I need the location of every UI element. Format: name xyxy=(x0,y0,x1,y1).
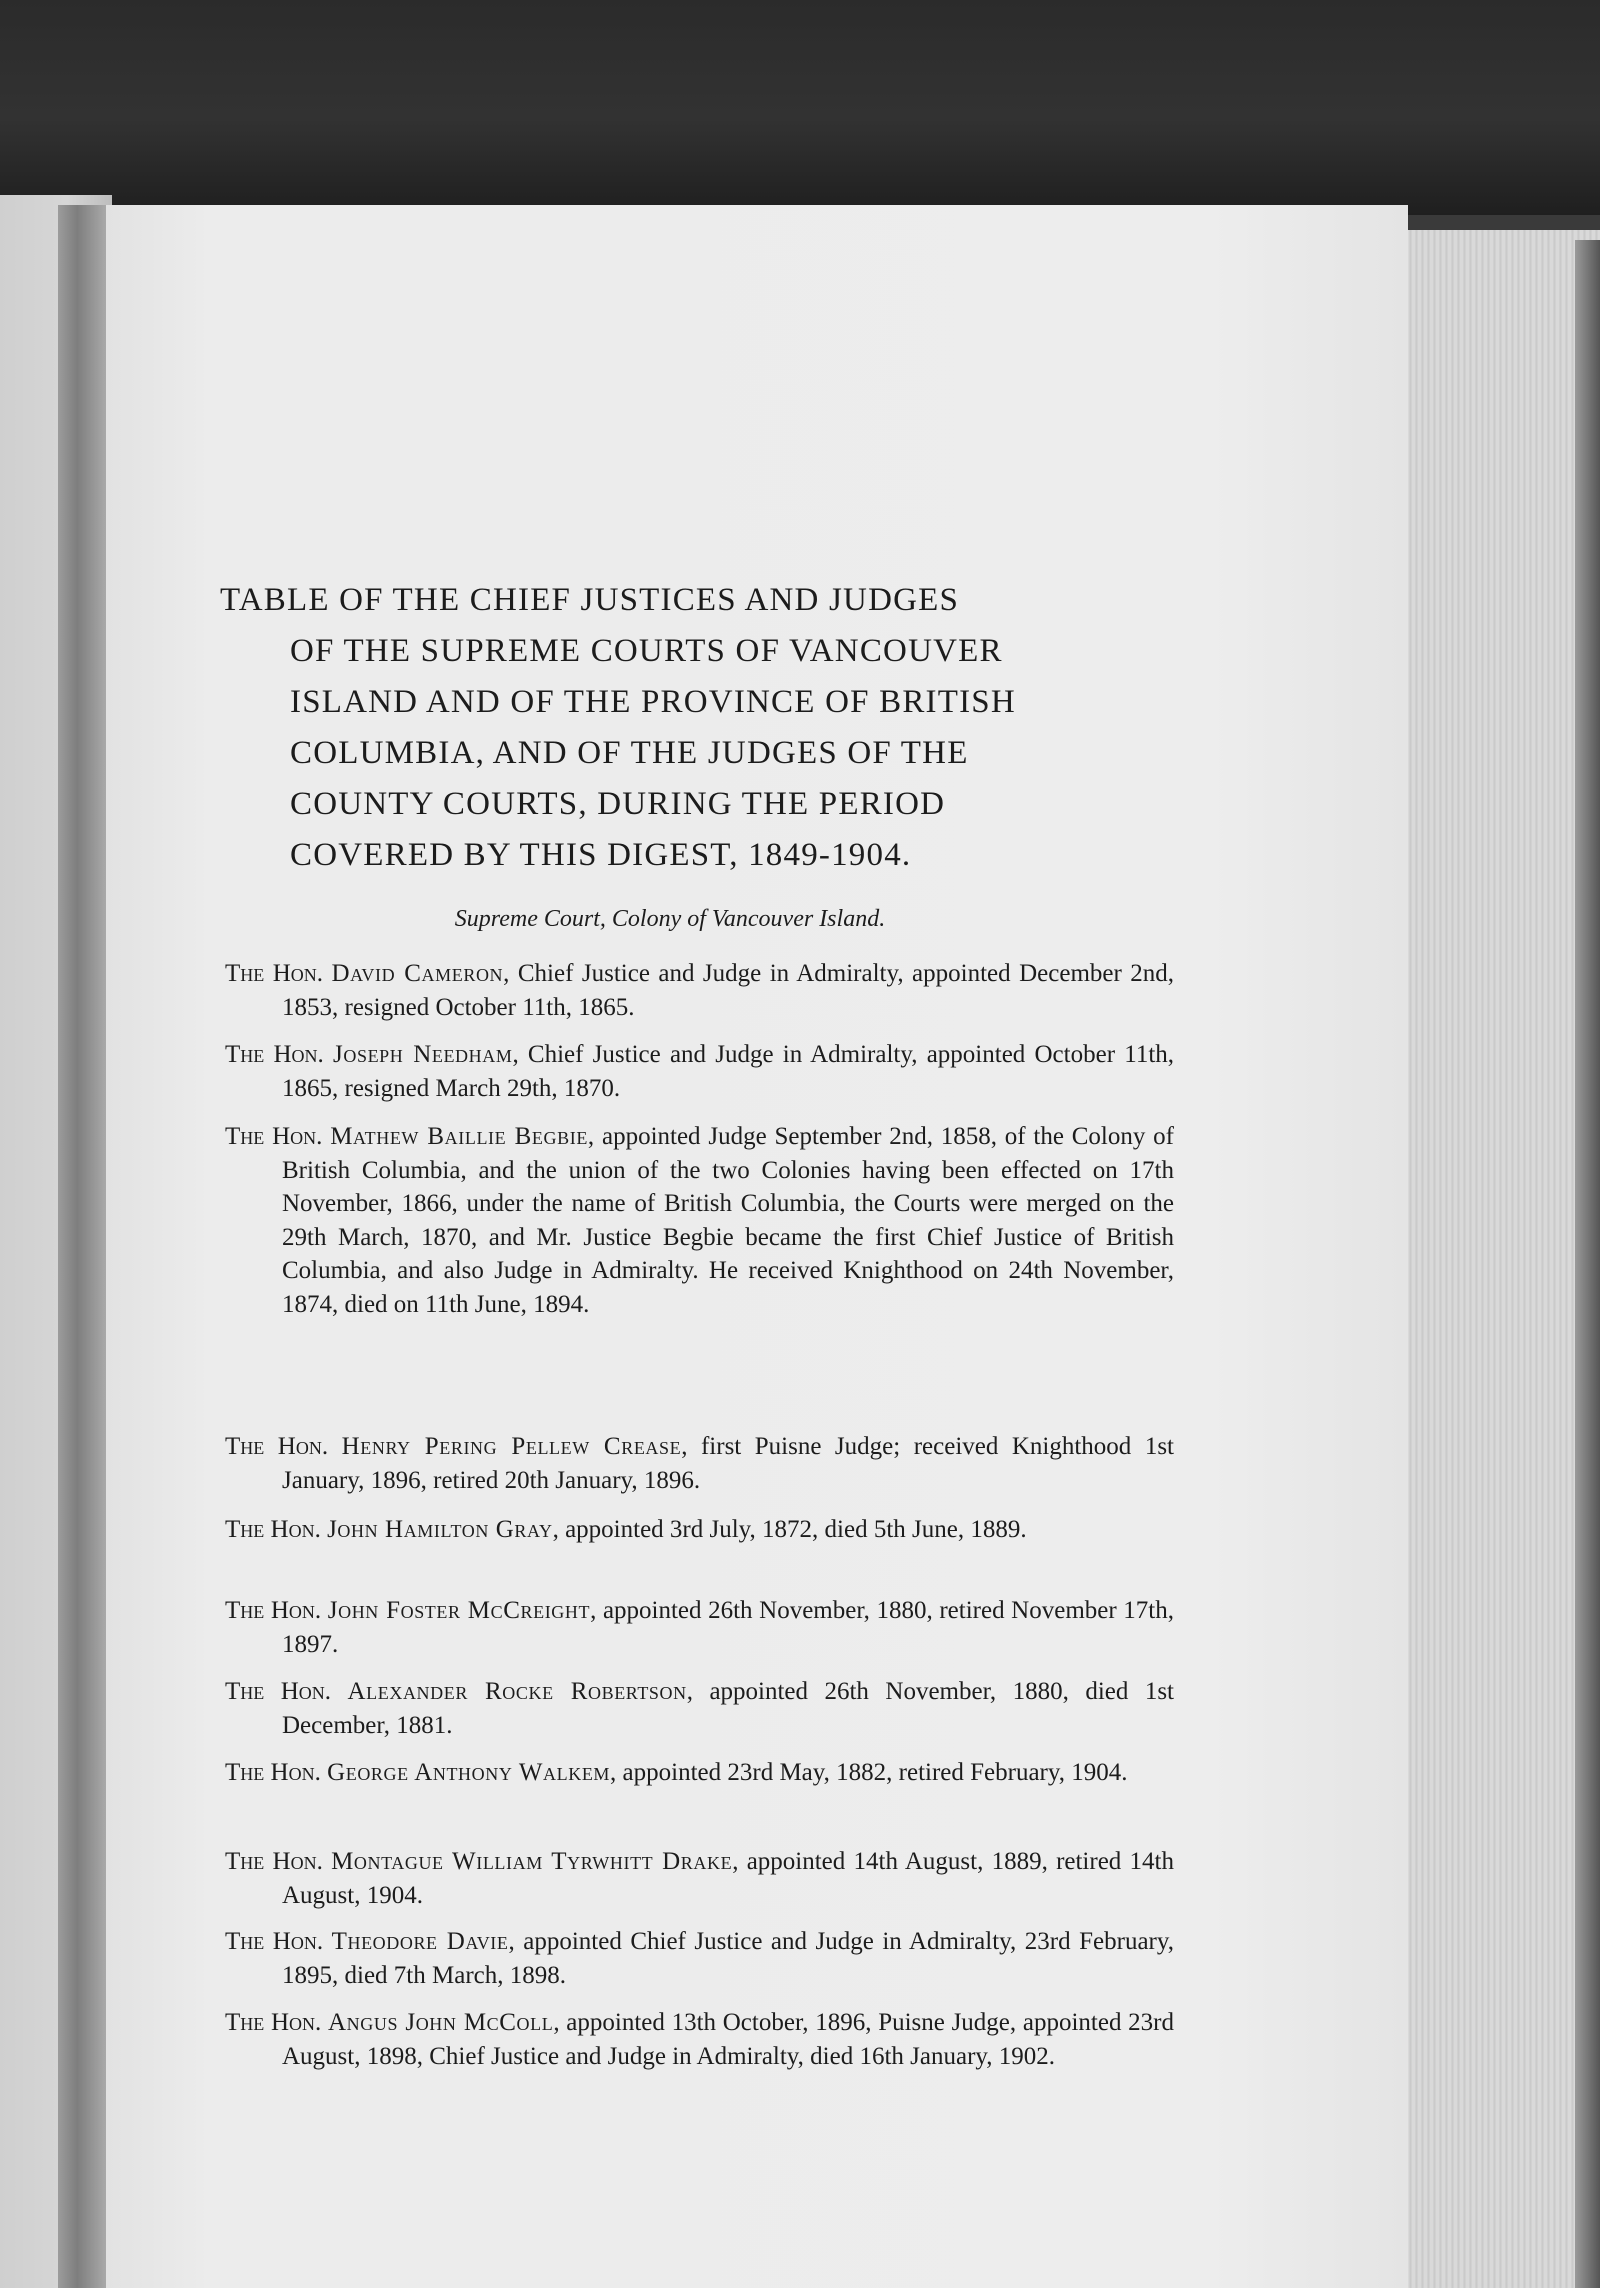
judge-name: Angus John McColl xyxy=(328,2009,554,2036)
judge-name: David Cameron xyxy=(331,960,504,987)
entry-text: , Chief Justice and Judge in Admiralty, appointed December 2nd, 1853, resigned October 11th, 1865. xyxy=(282,960,1175,1021)
entry-honorific: The Hon. xyxy=(225,1041,324,1068)
judge-entry xyxy=(225,1038,1174,1105)
judge-entry xyxy=(225,1430,1174,1497)
entry-honorific: The Hon. xyxy=(225,1597,322,1624)
page-title xyxy=(220,575,1120,881)
entry-text: , Chief Justice and Judge in Admiralty, appointed October 11th, 1865, resigned March 29th, 1870. xyxy=(282,1041,1175,1102)
entry-honorific: The Hon. xyxy=(225,1123,323,1150)
entry-honorific: The Hon. xyxy=(225,1516,321,1543)
entry-honorific: The Hon. xyxy=(225,1678,332,1705)
entry-honorific: The Hon. xyxy=(225,2009,322,2036)
judge-name: Montague William Tyrwhitt Drake xyxy=(331,1848,733,1875)
judge-entry xyxy=(225,1120,1174,1321)
entry-text: , appointed 26th November, 1880, died 1st December, 1881. xyxy=(282,1678,1174,1739)
judge-name: George Anthony Walkem xyxy=(327,1759,611,1786)
entry-text: , appointed 26th November, 1880, retired November 17th, 1897. xyxy=(282,1597,1174,1658)
judge-entry xyxy=(225,1594,1174,1661)
title-line: ISLAND AND OF THE PROVINCE OF BRITISH xyxy=(290,684,1016,720)
entry-text: , appointed 3rd July, 1872, died 5th June, 1889. xyxy=(552,1516,1027,1543)
entry-text: , appointed 14th August, 1889, retired 14th August, 1904. xyxy=(282,1848,1174,1909)
judge-entry xyxy=(225,1925,1174,1992)
entry-text: , first Puisne Judge; received Knighthood 1st January, 1896, retired 20th January, 1896. xyxy=(282,1433,1174,1494)
title-line: COLUMBIA, AND OF THE JUDGES OF THE xyxy=(290,735,969,771)
entry-honorific: The Hon. xyxy=(225,1759,321,1786)
judge-name: John Hamilton Gray xyxy=(327,1516,553,1543)
entry-text: , appointed Chief Justice and Judge in Admiralty, 23rd February, 1895, died 7th March, 1898. xyxy=(282,1928,1174,1989)
entry-honorific: The Hon. xyxy=(225,1433,329,1460)
entry-text: , appointed Judge September 2nd, 1858, of the Colony of British Columbia, and the union of the two Colonies having been effected on 17th November, 1866, under the name of British Columbia, the Courts were merged on the 29th March, 1870, and Mr. Justice Begbie became the first Chief Justice of British Columbia, and also Judge in Admiralty. He received Knighthood on 24th November, 1874, died on 11th June, 1894. xyxy=(282,1123,1175,1318)
judge-entry xyxy=(225,2006,1174,2073)
judge-name: John Foster McCreight xyxy=(327,1597,591,1624)
entry-text: , appointed 13th October, 1896, Puisne Judge, appointed 23rd August, 1898, Chief Justice and Judge in Admiralty, died 16th January, 1902. xyxy=(282,2009,1174,2070)
judge-name: Mathew Baillie Begbie xyxy=(330,1123,588,1150)
entry-text: , appointed 23rd May, 1882, retired February, 1904. xyxy=(610,1759,1128,1786)
judge-entry xyxy=(225,1756,1174,1790)
title-line: TABLE OF THE CHIEF JUSTICES AND JUDGES xyxy=(220,582,960,618)
entry-honorific: The Hon. xyxy=(225,1848,323,1875)
judge-entry xyxy=(225,1513,1174,1547)
judge-entry xyxy=(225,957,1174,1024)
section-subtitle: Supreme Court, Colony of Vancouver Island. xyxy=(454,906,886,932)
judge-name: Joseph Needham xyxy=(333,1041,513,1068)
entry-honorific: The Hon. xyxy=(225,1928,324,1955)
judge-entry xyxy=(225,1845,1174,1912)
judge-entry xyxy=(225,1675,1174,1742)
entry-honorific: The Hon. xyxy=(225,960,324,987)
judge-name: Theodore Davie xyxy=(331,1928,509,1955)
title-line: OF THE SUPREME COURTS OF VANCOUVER xyxy=(290,633,1003,669)
judge-name: Henry Pering Pellew Crease xyxy=(341,1433,682,1460)
judge-name: Alexander Rocke Robertson xyxy=(347,1678,687,1705)
title-line: COVERED BY THIS DIGEST, 1849-1904. xyxy=(290,837,912,873)
title-line: COUNTY COURTS, DURING THE PERIOD xyxy=(290,786,946,822)
